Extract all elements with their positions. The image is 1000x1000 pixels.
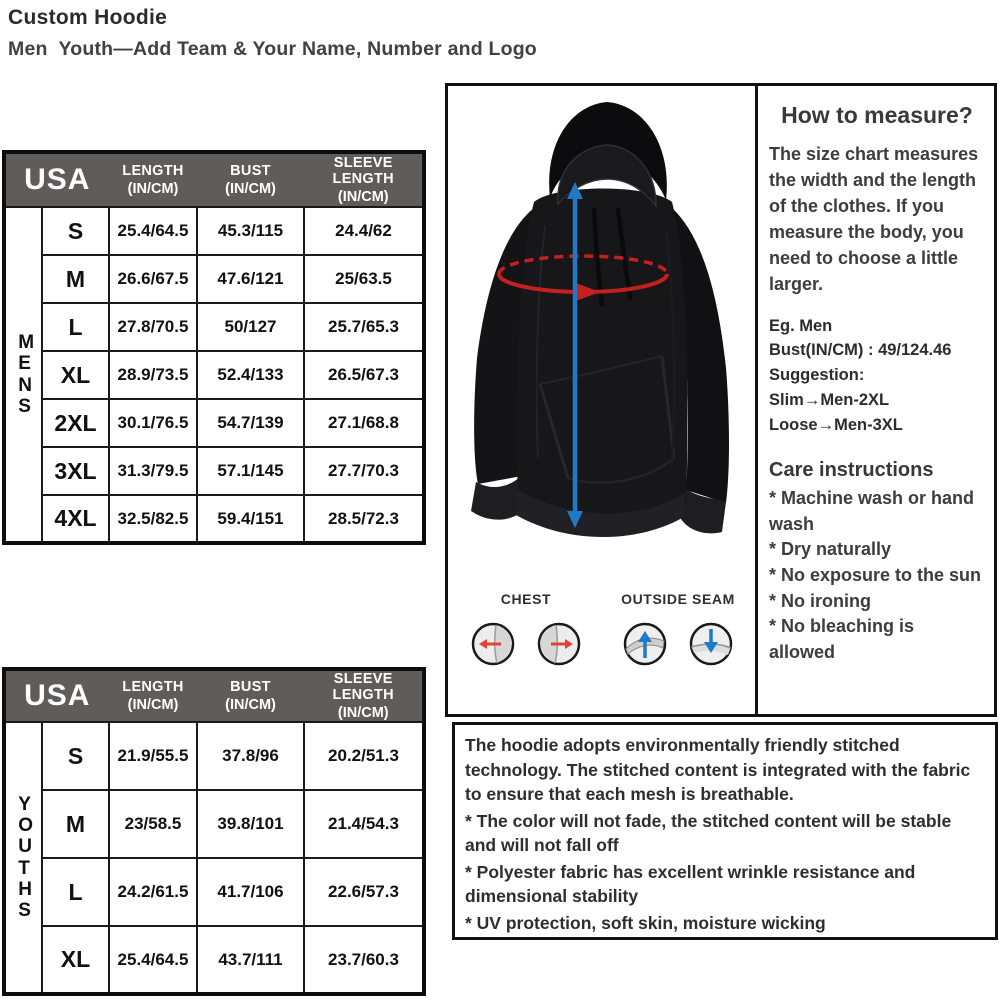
table-header-row [4,669,424,722]
chest-label: CHEST [500,591,552,607]
sleeve-cell: 26.5/67.3 [304,351,424,399]
bust-cell: 52.4/133 [197,351,304,399]
product-features-box [452,722,998,940]
youths-side-label: YOUTHS [4,722,42,994]
bust-cell: 43.7/111 [197,926,304,994]
example-line: Loose→Men-3XL [769,415,903,434]
table-row [4,447,424,495]
measurement-guide-box [445,83,997,717]
sleeve-cell: 20.2/51.3 [304,722,424,790]
youths-size-table [2,667,426,996]
length-cell: 25.4/64.5 [109,926,197,994]
feature-text: The hoodie adopts environmentally friendly stitched technology. The stitched content is integrated with the fabric to ensure that each mesh is breathable. [465,735,971,804]
bust-header-cell: BUST (IN/CM) [197,669,304,722]
care-instructions-heading: Care instructions [769,459,934,482]
sleeve-cell: 24.4/62 [304,207,424,255]
size-cell: 2XL [42,399,109,447]
size-cell: L [42,858,109,926]
table-row [4,495,424,543]
length-cell: 27.8/70.5 [109,303,197,351]
sleeve-header-cell: SLEEVE LENGTH (IN/CM) [304,152,424,207]
table-row [4,858,424,926]
measure-heading: How to measure? [781,102,973,128]
bust-cell: 50/127 [197,303,304,351]
bust-cell: 54.7/139 [197,399,304,447]
fabric-measure-arrow-left-icon [470,621,516,667]
care-item: * Dry naturally [769,539,892,560]
usa-header-cell: USA [4,152,109,207]
table-row [4,207,424,255]
feature-text: * UV protection, soft skin, moisture wicking [465,912,826,933]
table-row [4,303,424,351]
sleeve-cell: 27.7/70.3 [304,447,424,495]
hoodie-photo-panel [448,86,755,714]
length-cell: 30.1/76.5 [109,399,197,447]
hoodie-product-image [448,86,755,586]
measure-intro-text: The size chart measures the width and the length of the clothes. If you measure the body, you need to choose a little larger. [769,144,979,295]
seam-flat-arrow-down-icon [688,621,734,667]
size-cell: L [42,303,109,351]
bust-cell: 37.8/96 [197,722,304,790]
length-cell: 32.5/82.5 [109,495,197,543]
bust-cell: 39.8/101 [197,790,304,858]
example-line: Eg. Men [769,316,833,335]
length-cell: 26.6/67.5 [109,255,197,303]
page-subtitle: Men Youth—Add Team & Your Name, Number and Logo [8,38,537,60]
feature-text: * Polyester fabric has excellent wrinkle resistance and dimensional stability [465,861,916,906]
mens-size-table [2,150,426,545]
table-row [4,351,424,399]
care-item: * Machine wash or hand wash [769,488,975,534]
sleeve-header-cell: SLEEVE LENGTH (IN/CM) [304,669,424,722]
size-cell: 3XL [42,447,109,495]
sleeve-cell: 22.6/57.3 [304,858,424,926]
sleeve-cell: 25.7/65.3 [304,303,424,351]
table-row [4,722,424,790]
care-instructions-list [769,486,985,665]
example-line: Bust(IN/CM) : 49/124.46 [769,341,952,360]
care-item: * No exposure to the sun [769,564,982,585]
length-cell: 21.9/55.5 [109,722,197,790]
outside-seam-diagram-group [608,591,748,667]
care-item: * No ironing [769,590,871,611]
length-cell: 25.4/64.5 [109,207,197,255]
sleeve-cell: 25/63.5 [304,255,424,303]
usa-header-cell: USA [4,669,109,722]
table-header-row [4,152,424,207]
chest-diagram-group [456,591,596,667]
bust-cell: 47.6/121 [197,255,304,303]
page-title: Custom Hoodie [8,6,168,29]
sleeve-cell: 21.4/54.3 [304,790,424,858]
fabric-measure-arrow-right-icon [536,621,582,667]
length-cell: 24.2/61.5 [109,858,197,926]
measure-example-block [769,314,985,438]
table-row [4,255,424,303]
bust-header-cell: BUST (IN/CM) [197,152,304,207]
size-cell: XL [42,926,109,994]
table-row [4,790,424,858]
sleeve-cell: 23.7/60.3 [304,926,424,994]
how-to-measure-panel [755,86,994,714]
length-cell: 31.3/79.5 [109,447,197,495]
table-row [4,926,424,994]
size-cell: 4XL [42,495,109,543]
bust-cell: 59.4/151 [197,495,304,543]
bust-cell: 41.7/106 [197,858,304,926]
example-line: Slim→Men-2XL [769,390,890,409]
feature-text: * The color will not fade, the stitched content will be stable and will not fall off [465,810,952,855]
size-cell: XL [42,351,109,399]
seam-fold-arrow-up-icon [622,621,668,667]
size-cell: M [42,790,109,858]
care-item: * No bleaching is allowed [769,616,915,662]
size-cell: M [42,255,109,303]
sleeve-cell: 27.1/68.8 [304,399,424,447]
size-cell: S [42,207,109,255]
sleeve-cell: 28.5/72.3 [304,495,424,543]
bust-cell: 45.3/115 [197,207,304,255]
example-line: Suggestion: [769,366,865,385]
length-cell: 23/58.5 [109,790,197,858]
length-cell: 28.9/73.5 [109,351,197,399]
mens-side-label: MENS [4,207,42,543]
length-header-cell: LENGTH (IN/CM) [109,669,197,722]
size-cell: S [42,722,109,790]
table-row [4,399,424,447]
length-header-cell: LENGTH (IN/CM) [109,152,197,207]
outside-seam-label: OUTSIDE SEAM [621,591,735,607]
bust-cell: 57.1/145 [197,447,304,495]
